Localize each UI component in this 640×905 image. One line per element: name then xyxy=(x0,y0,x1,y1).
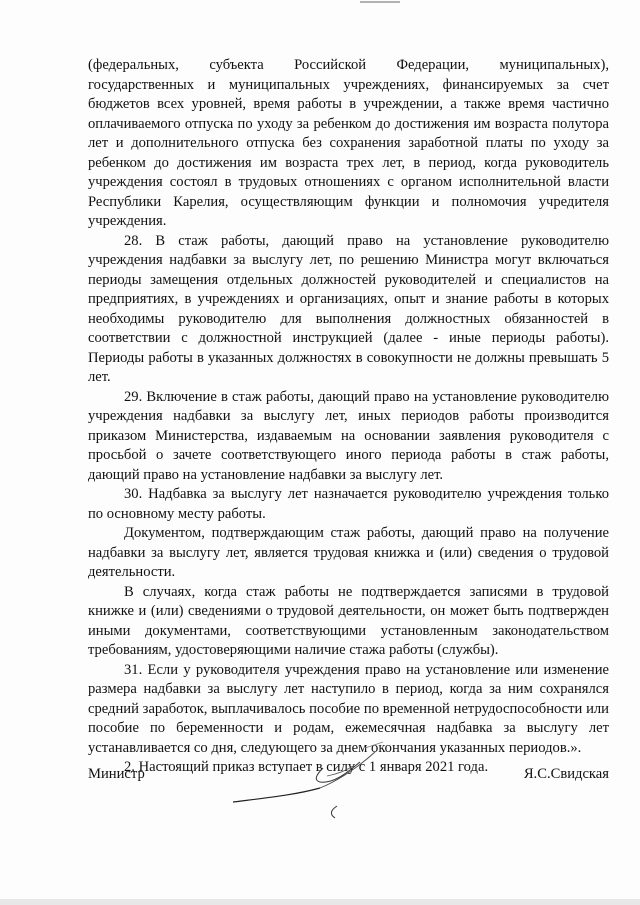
paragraph-work-record: Документом, подтверждающим стаж работы, дающий право на получение надбавки за выслугу лет, является трудовая книжка и (или) сведения о трудовой деятельности. xyxy=(88,525,609,580)
scan-mark xyxy=(360,0,400,4)
paragraph-29: 29. Включение в стаж работы, дающий право на установление руководителю учреждения надбавки за выслугу лет, иных периодов работы производится приказом Министерства, издаваемым на основании заявления руководителя с просьбой о зачете соответствующего иного периода работы в стаж работы, дающий право на установление надбавки за выслугу лет. xyxy=(88,388,609,483)
signer-position: Министр xyxy=(88,766,145,782)
paragraph-other-documents: В случаях, когда стаж работы не подтверждается записями в трудовой книжке и (или) сведениями о трудовой деятельности, он может быть подтвержден иными документами, соответствующими установленным законодательством требованиям, удостоверяющими наличие стажа работы (службы). xyxy=(88,583,609,658)
handwritten-signature xyxy=(225,740,395,820)
paragraph-28: 28. В стаж работы, дающий право на установление руководителю учреждения надбавки за выслугу лет, по решению Министра могут включаться периоды замещения отдельных должностей руководителей и специалистов на предприятиях, в учреждениях и организациях, опыт и знание работы в которых необходимы руководителю для выполнения должностных обязанностей в соответствии с должностной инструкцией (далее - иные периоды работы). Периоды работы в указанных должностях в совокупности не должны превышать 5 лет. xyxy=(88,232,609,385)
paragraph-31: 31. Если у руководителя учреждения право на установление или изменение размера надбавки за выслугу лет наступило в период, когда за ним сохранялся средний заработок, выплачивалось пособие по временной нетрудоспособности или пособие по беременности и родам, ежемесячная надбавка за выслугу лет устанавливается со дня, следующего за днем окончания указанных периодов.». xyxy=(88,661,609,756)
scan-bottom-edge xyxy=(0,899,640,905)
document-body xyxy=(88,56,609,778)
paragraph-effective-date: 2. Настоящий приказ вступает в силу с 1 января 2021 года. xyxy=(124,759,489,775)
paragraph-30: 30. Надбавка за выслугу лет назначается руководителю учреждения только по основному месту работы. xyxy=(88,486,609,522)
signer-name: Я.С.Свидская xyxy=(523,766,609,782)
paragraph-continuation: (федеральных, субъекта Российской Федерации, муниципальных), государственных и муниципальных учреждениях, финансируемых за счет бюджетов всех уровней, время работы в учреждении, а также время частично оплачиваемого отпуска по уходу за ребенком до достижения им возраста полутора лет и дополнительного отпуска без сохранения заработной платы по уходу за ребенком до достижения им возраста трех лет, в период, когда руководитель учреждения состоял в трудовых отношениях с органом исполнительной власти Республики Карелия, осуществляющим функции и полномочия учредителя учреждения. xyxy=(88,57,609,229)
